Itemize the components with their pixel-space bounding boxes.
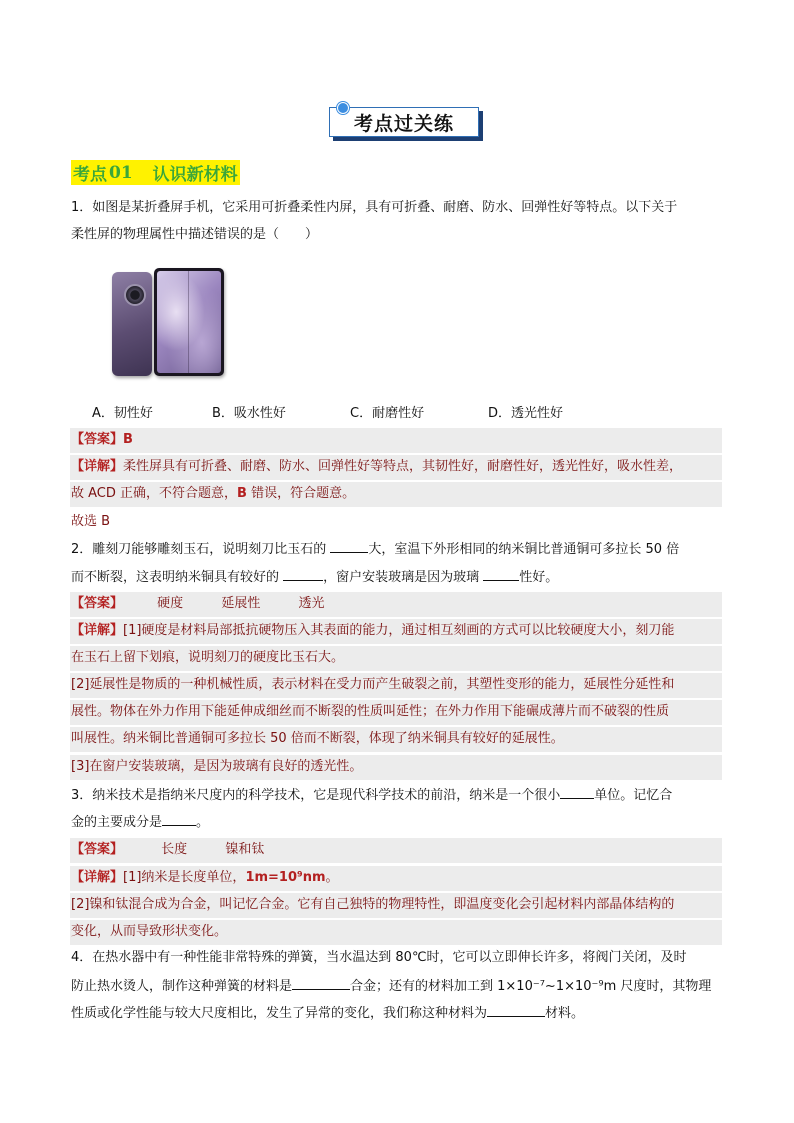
stem-text: ，窗户安装玻璃是因为玻璃 xyxy=(323,570,484,585)
fill-blank xyxy=(483,567,519,581)
section-heading xyxy=(71,160,240,185)
phone-screen xyxy=(157,271,221,373)
detail-text: 柔性屏具有可折叠、耐磨、防水、回弹性好等特点，其韧性好，耐磨性好，透光性好，吸水性差， xyxy=(123,459,683,474)
stem-text: 材料。 xyxy=(545,1006,585,1021)
q2-detail-line2: 在玉石上留下划痕，说明刻刀的硬度比玉石大。 xyxy=(71,650,345,665)
detail-text: 错误，符合题意。 xyxy=(246,486,356,501)
q2-detail-line1 xyxy=(71,621,674,641)
detail-text: [1]硬度是材料局部抵抗硬物压入其表面的能力，通过相互刻画的方式可以比较硬度大小，刻刀能 xyxy=(123,623,675,638)
fill-blank xyxy=(330,539,368,553)
q2-stem-line2 xyxy=(71,567,558,588)
detail-text: [1]纳米是长度单位， xyxy=(123,870,246,885)
q3-stem-line2 xyxy=(71,812,209,833)
q1-answer xyxy=(71,430,133,450)
q1-stem-line1: 1．如图是某折叠屏手机，它采用可折叠柔性内屏，具有可折叠、耐磨、防水、回弹性好等特点。以下关于 xyxy=(71,200,678,215)
stem-text: 。 xyxy=(196,815,210,830)
answer-label: 【答案】 xyxy=(71,432,124,447)
answer-value: 硬度 xyxy=(157,596,184,611)
q3-stem-line1 xyxy=(71,785,672,806)
q4-stem-line3 xyxy=(71,1003,584,1024)
q1-option-c: C．耐磨性好 xyxy=(350,406,425,421)
fill-blank xyxy=(560,785,594,799)
detail-formula: 1m=10⁹nm xyxy=(245,870,326,885)
q1-detail-line2 xyxy=(71,484,355,504)
q3-detail-line3: 变化，从而导致形状变化。 xyxy=(71,924,228,939)
q1-final: 故选 B xyxy=(71,514,111,529)
q3-detail-line1 xyxy=(71,868,339,888)
q3-detail-line2: [2]镍和钛混合成为合金，叫记忆合金。它有自己独特的物理特性，即温度变化会引起材料内部晶体结构的 xyxy=(71,897,675,912)
fill-blank xyxy=(292,976,350,990)
detail-text: 故 ACD 正确，不符合题意， xyxy=(71,486,238,501)
detail-label: 【详解】 xyxy=(71,870,124,885)
q2-detail-line3: [2]延展性是物质的一种机械性质，表示材料在受力而产生破裂之前，其塑性变形的能力，延展性分延性和 xyxy=(71,677,675,692)
q2-answer xyxy=(71,594,324,614)
q4-stem-line2 xyxy=(71,976,711,997)
stem-text: 单位。记忆合 xyxy=(594,788,673,803)
q4-stem-line1: 4．在热水器中有一种性能非常特殊的弹簧，当水温达到 80℃时，它可以立即伸长许多，将阀门关闭，及时 xyxy=(71,950,687,965)
stem-text: 防止热水烫人，制作这种弹簧的材料是 xyxy=(71,979,293,994)
stem-text: 2．雕刻刀能够雕刻玉石，说明刻刀比玉石的 xyxy=(71,542,331,557)
stem-text: 而不断裂，这表明纳米铜具有较好的 xyxy=(71,570,284,585)
section-number: 01 xyxy=(109,162,133,183)
answer-value: 镍和钛 xyxy=(225,842,265,857)
q1-detail-line1 xyxy=(71,457,682,477)
q1-stem-line2: 柔性屏的物理属性中描述错误的是（ ） xyxy=(71,227,319,242)
page-title: 考点过关练 xyxy=(329,107,479,137)
stem-text: 金的主要成分是 xyxy=(71,815,163,830)
detail-label: 【详解】 xyxy=(71,623,124,638)
stem-text: 大，室温下外形相同的纳米铜比普通铜可多拉长 50 倍 xyxy=(368,542,680,557)
detail-choice: B xyxy=(237,486,247,501)
phone-fold-line xyxy=(188,271,189,373)
title-dot-icon xyxy=(337,102,349,114)
fill-blank xyxy=(162,812,196,826)
q2-detail-line6: [3]在窗户安装玻璃，是因为玻璃有良好的透光性。 xyxy=(71,759,363,774)
stem-text: 性好。 xyxy=(519,570,559,585)
answer-value: B xyxy=(123,432,133,447)
phone-back xyxy=(112,272,152,376)
fill-blank xyxy=(487,1003,545,1017)
q2-detail-line4: 展性。物体在外力作用下能延伸成细丝而不断裂的性质叫延性；在外力作用下能碾成薄片而不破裂的性质 xyxy=(71,704,670,719)
q1-option-a: A．韧性好 xyxy=(92,406,153,421)
section-name: 认识新材料 xyxy=(152,165,238,185)
answer-label: 【答案】 xyxy=(71,596,124,611)
section-prefix: 考点 xyxy=(73,165,107,185)
answer-value: 透光 xyxy=(298,596,325,611)
q1-option-d: D．透光性好 xyxy=(488,406,564,421)
stem-text: 3．纳米技术是指纳米尺度内的科学技术，它是现代科学技术的前沿，纳米是一个很小 xyxy=(71,788,561,803)
stem-text: 合金；还有的材料加工到 1×10⁻⁷~1×10⁻⁹m 尺度时，其物理 xyxy=(350,979,712,994)
camera-icon xyxy=(124,284,146,306)
answer-value: 延展性 xyxy=(221,596,261,611)
q1-option-b: B．吸水性好 xyxy=(212,406,286,421)
detail-text: 。 xyxy=(325,870,339,885)
q3-answer xyxy=(71,840,264,860)
answer-label: 【答案】 xyxy=(71,842,124,857)
q2-stem-line1 xyxy=(71,539,679,560)
answer-value: 长度 xyxy=(161,842,188,857)
phone-screen-frame xyxy=(154,268,224,376)
stem-text: 性质或化学性能与较大尺度相比，发生了异常的变化，我们称这种材料为 xyxy=(71,1006,488,1021)
fill-blank xyxy=(283,567,323,581)
detail-label: 【详解】 xyxy=(71,459,124,474)
title-badge xyxy=(329,107,483,141)
foldable-phone-image xyxy=(108,268,228,380)
q2-detail-line5: 叫展性。纳米铜比普通铜可多拉长 50 倍而不断裂，体现了纳米铜具有较好的延展性。 xyxy=(71,731,564,746)
q1-answer-band xyxy=(70,428,722,453)
